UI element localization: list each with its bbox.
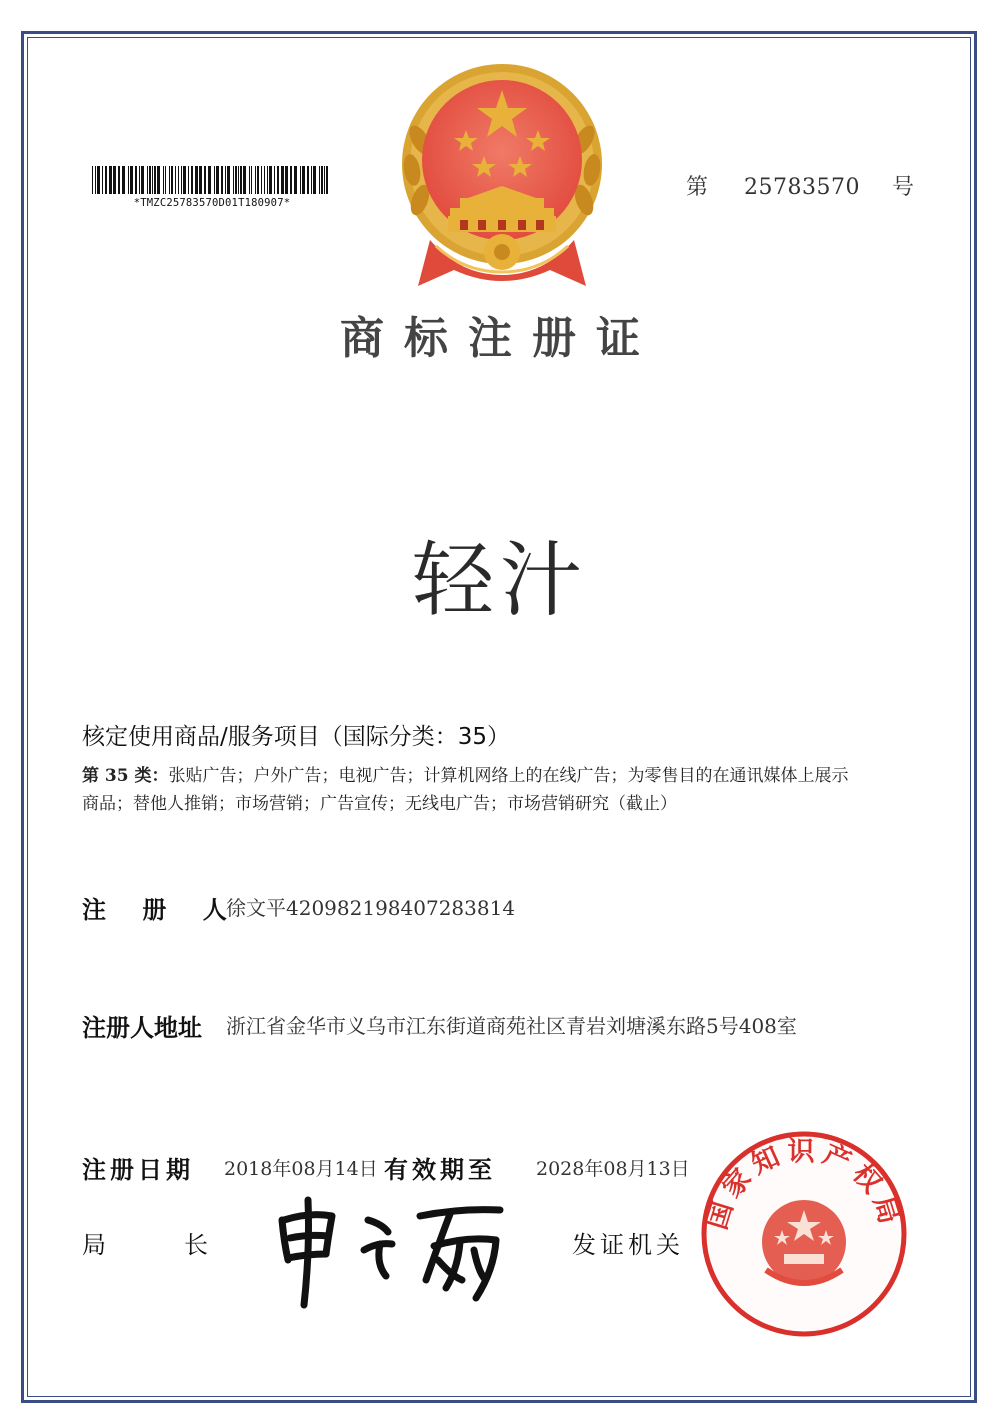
director-label: 局 长	[82, 1231, 218, 1259]
registration-date-value: 2018年08月14日	[224, 1158, 378, 1180]
barcode-bar	[122, 166, 125, 194]
barcode-bar	[249, 166, 250, 194]
barcode-bar	[181, 166, 182, 194]
barcode-bar	[264, 166, 265, 194]
barcode-bar	[195, 166, 198, 194]
barcode-bar	[118, 166, 120, 194]
address-value: 浙江省金华市义乌市江东街道商苑社区青岩刘塘溪东路5号408室	[226, 1014, 797, 1038]
barcode-bar	[313, 166, 316, 194]
barcode-bar	[191, 166, 193, 194]
barcode-bar	[251, 166, 252, 194]
registrant-label: 注 册 人	[82, 896, 241, 924]
barcode-bar	[290, 166, 292, 194]
barcode-bar	[105, 166, 107, 194]
barcode-bar	[183, 166, 186, 194]
barcode-bar	[321, 166, 323, 194]
barcode-bar	[227, 166, 230, 194]
barcode-bars	[92, 166, 332, 194]
barcode-text: *TMZC25783570D01T180907*	[133, 197, 291, 209]
barcode-bar	[92, 166, 93, 194]
services-heading: 核定使用商品/服务项目（国际分类：35）	[82, 724, 511, 750]
barcode-bar	[163, 166, 164, 194]
barcode-bar	[175, 166, 176, 194]
barcode-bar	[157, 166, 160, 194]
valid-until-value: 2028年08月13日	[536, 1158, 690, 1180]
barcode-bar	[214, 166, 215, 194]
registration-number-value: 25783570	[744, 175, 860, 200]
barcode-bar	[152, 166, 153, 194]
registration-date-label: 注册日期	[82, 1156, 194, 1184]
barcode-bar	[281, 166, 284, 194]
services-line-2: 商品；替他人推销；市场营销；广告宣传；无线电广告；市场营销研究（截止）	[82, 794, 677, 814]
barcode-bar	[274, 166, 275, 194]
services-line-1-text: 张贴广告；户外广告；电视广告；计算机网络上的在线广告；为零售目的在通讯媒体上展示	[168, 766, 849, 786]
barcode-bar	[216, 166, 219, 194]
barcode-bar	[300, 166, 301, 194]
barcode-bar	[109, 166, 112, 194]
services-list	[82, 762, 922, 818]
certificate-title: 商标注册证	[340, 313, 660, 364]
barcode-bar	[95, 166, 96, 194]
barcode-bar	[302, 166, 305, 194]
barcode-bar	[165, 166, 166, 194]
barcode-bar	[233, 166, 234, 194]
barcode-bar	[277, 166, 279, 194]
barcode-bar	[243, 166, 246, 194]
barcode-bar	[188, 166, 189, 194]
barcode-bar	[319, 166, 320, 194]
barcode-bar	[269, 166, 272, 194]
barcode-bar	[139, 166, 140, 194]
registration-number	[686, 170, 914, 201]
barcode-bar	[149, 166, 151, 194]
barcode-bar	[257, 166, 259, 194]
services-line-1	[82, 762, 922, 790]
barcode-bar	[154, 166, 156, 194]
svg-text:国家知识产权局: 国家知识产权局	[701, 1136, 907, 1234]
valid-until-label: 有效期至	[384, 1156, 496, 1184]
barcode-bar	[204, 166, 206, 194]
barcode-bar	[178, 166, 179, 194]
issuer-label: 发证机关	[572, 1231, 684, 1259]
barcode-bar	[267, 166, 268, 194]
barcode-bar	[102, 166, 103, 194]
barcode-bar	[326, 166, 328, 194]
registration-number-prefix: 第	[686, 175, 709, 200]
barcode-bar	[208, 166, 211, 194]
barcode-bar	[147, 166, 148, 194]
trademark-name: 轻汁	[411, 533, 588, 628]
barcode-bar	[141, 166, 144, 194]
barcode-bar	[225, 166, 226, 194]
barcode-bar	[294, 166, 297, 194]
barcode-bar	[128, 166, 129, 194]
barcode-bar	[235, 166, 237, 194]
national-emblem-icon	[390, 60, 614, 290]
barcode-bar	[221, 166, 223, 194]
barcode-bar	[240, 166, 242, 194]
registration-number-suffix: 号	[892, 175, 915, 200]
barcode-bar	[311, 166, 312, 194]
barcode-bar	[169, 166, 170, 194]
barcode-bar	[285, 166, 288, 194]
barcode-bar	[324, 166, 325, 194]
barcode-bar	[261, 166, 262, 194]
barcode-bar	[255, 166, 256, 194]
barcode-bar	[171, 166, 173, 194]
barcode-bar	[307, 166, 309, 194]
services-class-label: 第 35 类：	[82, 766, 169, 786]
registrant-value: 徐文平420982198407283814	[226, 896, 516, 920]
director-signature	[270, 1180, 540, 1310]
barcode-bar	[135, 166, 137, 194]
barcode-bar	[97, 166, 100, 194]
barcode-bar	[113, 166, 116, 194]
barcode	[92, 166, 332, 209]
barcode-bar	[130, 166, 133, 194]
address-label: 注册人地址	[82, 1014, 202, 1042]
official-seal-icon	[700, 1130, 908, 1338]
barcode-bar	[238, 166, 239, 194]
barcode-bar	[199, 166, 202, 194]
